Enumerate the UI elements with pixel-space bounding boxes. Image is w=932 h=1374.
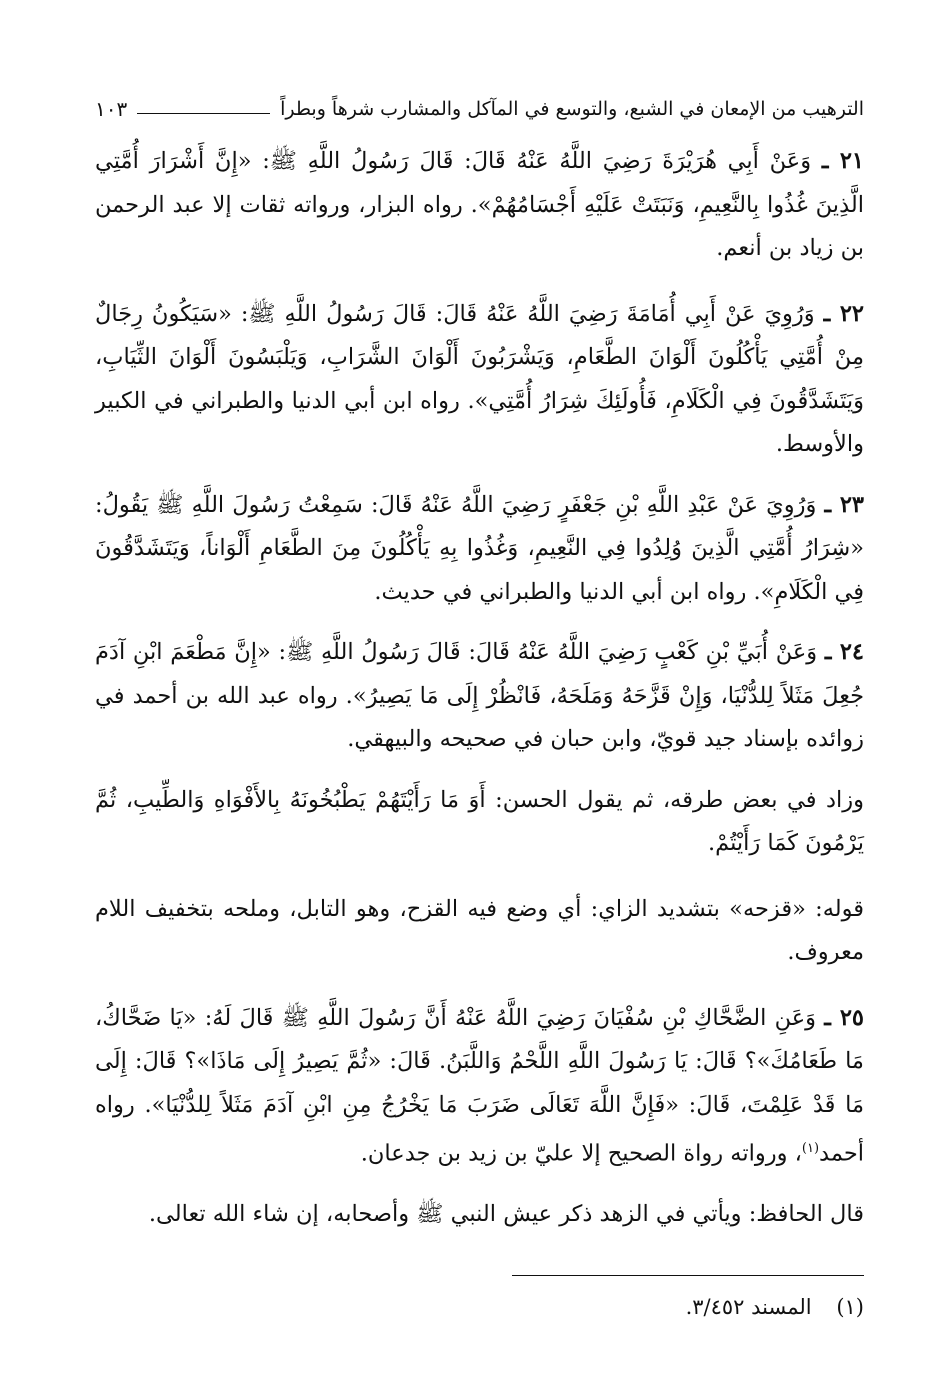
hadith-24 (95, 631, 864, 762)
hadith-23 (95, 484, 864, 615)
footnote-divider (512, 1275, 864, 1276)
hadith-number: ٢١ ـ (821, 148, 864, 174)
running-header (95, 92, 864, 126)
footnote-text: المسند ٣/٤٥٢. (685, 1295, 812, 1319)
header-rule (137, 113, 270, 114)
hadith-number: ٢٣ ـ (824, 491, 864, 518)
hadith-source: رواه ابن أبي الدنيا والطبراني في الكبير والأوسط. (95, 387, 864, 457)
hadith-source: رواه البزار، ورواته ثقات إلا عبد الرحمن بن زياد بن أنعم. (95, 191, 864, 261)
addition-lead: وزاد في بعض طرقه، ثم يقول الحسن: (495, 786, 864, 813)
hadith-text: وَعَنْ أُبَيِّ بْنِ كَعْبٍ رَضِيَ اللَّهُ عَنْهُ قَالَ: قَالَ رَسُولُ اللَّهِ ﷺ: «إِنَّ مَطْعَمَ ابْنِ آدَمَ جُعِلَ مَثَلاً لِلدُّنْيَا، وَإِنْ قَزَّحَهُ وَمَلَحَهُ، فَانْظُرْ إِلَى مَا يَصِيرُ». (95, 639, 864, 709)
addition-paragraph (95, 779, 864, 866)
footnote-marker: (١) (836, 1295, 864, 1319)
hadith-25 (95, 997, 864, 1177)
hadith-text: وَرُوِيَ عَنْ عَبْدِ اللَّهِ بْنِ جَعْفَرٍ رَضِيَ اللَّهُ عَنْهُ قَالَ: سَمِعْتُ رَسُولَ اللَّهِ ﷺ يَقُولُ: «شِرَارُ أُمَّتِي الَّذِينَ وُلِدُوا فِي النَّعِيمِ، وَغُذُوا بِهِ يَأْكُلُونَ مِنَ الطَّعَامِ أَلْوَاناً، وَيَتَشَدَّقُونَ فِي الْكَلَامِ». (95, 491, 864, 605)
hadith-text: وَعَنِ الضَّحَّاكِ بْنِ سُفْيَانَ رَضِيَ اللَّهُ عَنْهُ أَنَّ رَسُولَ اللَّهِ ﷺ قَالَ لَهُ: «يَا ضَحَّاكُ، مَا طَعَامُكَ»؟ قَالَ: يَا رَسُولَ اللَّهِ اللَّحْمُ وَاللَّبَنُ. قَالَ: «ثُمَّ يَصِيرُ إِلَى مَاذَا»؟ قَالَ: إِلَى مَا قَدْ عَلِمْتَ، قَالَ: «فَإِنَّ اللَّهَ تَعَالَى ضَرَبَ مَا يَخْرُجُ مِنِ ابْنِ آدَمَ مَثَلاً لِلدُّنْيَا». (95, 1004, 864, 1118)
hadith-number: ٢٥ ـ (824, 1004, 864, 1031)
addition-text: أَوَ مَا رَأَيْتَهُمْ يَطْبُخُونَهُ بِالأَفْوَاهِ وَالطِّيبِ، ثُمَّ يَرْمُونَ كَمَا رَأَيْتُمْ. (95, 786, 864, 856)
hadith-number: ٢٤ ـ (824, 639, 864, 665)
hafiz-note (95, 1193, 864, 1237)
hadith-22 (95, 293, 864, 467)
hadith-21 (95, 140, 864, 271)
explanation-paragraph (95, 888, 864, 975)
hafiz-note-text: قال الحافظ: ويأتي في الزهد ذكر عيش النبي ﷺ وأصحابه، إن شاء الله تعالى. (148, 1201, 864, 1227)
hadith-text: وَعَنْ أَبِي هُرَيْرَةَ رَضِيَ اللَّهُ عَنْهُ قَالَ: قَالَ رَسُولُ اللَّهِ ﷺ: «إِنَّ أَشْرَارَ أُمَّتِي الَّذِينَ غُذُوا بِالنَّعِيمِ، وَنَبَتَتْ عَلَيْهِ أَجْسَامُهُمْ». (95, 148, 864, 218)
hadith-source-tail: ، ورواته رواة الصحيح إلا عليّ بن زيد بن جدعان. (360, 1140, 802, 1167)
footnote (95, 1292, 864, 1322)
hadith-source: رواه عبد الله بن أحمد في زوائده بإسناد جيد قويّ، وابن حبان في صحيحه والبيهقي. (95, 682, 864, 752)
hadith-number: ٢٢ ـ (823, 300, 864, 327)
header-title: الترهيب من الإمعان في الشبع، والتوسع في المآكل والمشارب شرهاً وبطراً (280, 98, 864, 120)
hadith-source: رواه ابن أبي الدنيا والطبراني في حديث. (374, 578, 747, 605)
footnote-reference[interactable]: (١) (801, 1141, 820, 1156)
explanation-text: قوله: «قزحه» بتشديد الزاي: أي وضع فيه القزح، وهو التابل، وملحه بتخفيف اللام معروف. (95, 895, 864, 965)
body-text (95, 140, 864, 1237)
hadith-text: وَرُوِيَ عَنْ أَبِي أُمَامَةَ رَضِيَ اللَّهُ عَنْهُ قَالَ: قَالَ رَسُولُ اللَّهِ ﷺ: «سَيَكُونُ رِجَالٌ مِنْ أُمَّتِي يَأْكُلُونَ أَلْوَانَ الطَّعَامِ، وَيَشْرَبُونَ أَلْوَانَ الشَّرَابِ، وَيَلْبَسُونَ أَلْوَانَ الثِّيَابِ، وَيَتَشَدَّقُونَ فِي الْكَلَامِ، فَأُولَئِكَ شِرَارُ أُمَّتِي». (95, 300, 865, 414)
page-number: ١٠٣ (95, 97, 128, 121)
hadith-source: رواه أحمد (95, 1091, 864, 1167)
